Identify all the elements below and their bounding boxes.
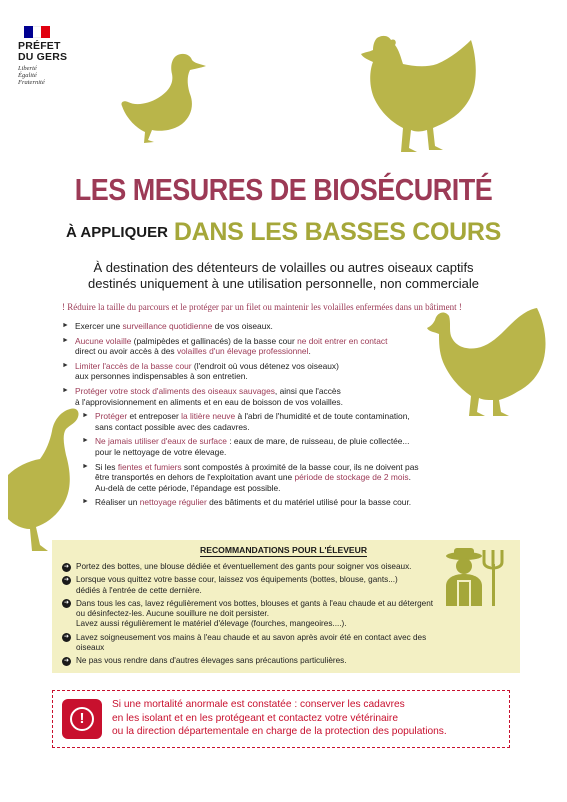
- warning-text: ! Réduire la taille du parcours et le protéger par un filet ou maintenir les volailles enfermées dans un bâtiment !: [62, 302, 462, 312]
- bullet-arrow-icon: ►: [82, 437, 89, 445]
- bullet-arrow-icon: ►: [62, 322, 69, 329]
- measures-list: [62, 321, 462, 512]
- list-item: ➜ Lorsque vous quittez votre basse cour, laissez vos équipements (bottes, blouse, gants...) dédiés à l'entrée de cette dernière.: [63, 575, 398, 595]
- main-title: LES MESURES DE BIOSÉCURITÉ: [74, 173, 493, 207]
- alert-line-3: ou la direction départementale en charge de la protection des populations.: [112, 726, 447, 737]
- title-prefix: À APPLIQUER: [65, 224, 168, 241]
- bullet-arrow-icon: ►: [62, 386, 69, 394]
- exclamation-icon: !: [62, 699, 102, 739]
- motto-fraternite: Fraternité: [18, 79, 45, 87]
- alert-line-1: Si une mortalité anormale est constatée : conserver les cadavres: [112, 699, 405, 710]
- logo-line-2: DU GERS: [18, 51, 68, 63]
- list-item: ➜ Lavez soigneusement vos mains à l'eau chaude et au savon après avoir été en contact avec des oiseaux: [63, 632, 427, 653]
- farmer-with-pitchfork-icon: [440, 546, 512, 613]
- bullet-arrow-icon: ➜: [63, 576, 70, 583]
- prefecture-logo: [18, 26, 88, 87]
- list-item: ► Exercer une surveillance quotidienne de vos oiseaux.: [62, 321, 273, 331]
- subtitle: [40, 260, 527, 292]
- logo-line-1: PRÉFET: [18, 40, 61, 52]
- motto-egalite: Égalité: [18, 72, 37, 80]
- alert-text: [112, 698, 507, 739]
- sub-title: [0, 218, 567, 247]
- french-flag-icon: [24, 26, 50, 38]
- list-item: ► Ne jamais utiliser d'eaux de surface : eaux de mare, de ruisseau, de pluie collectée... pour le nettoyage de votre élevage.: [82, 436, 410, 457]
- bullet-arrow-icon: ►: [82, 462, 89, 470]
- bullet-arrow-icon: ➜: [63, 563, 70, 570]
- list-item: ► Réaliser un nettoyage régulier des bâtiments et du matériel utilisé pour la basse cour.: [82, 497, 412, 508]
- bullet-arrow-icon: ➜: [63, 634, 70, 641]
- bullet-arrow-icon: ►: [62, 361, 69, 369]
- list-item: ➜ Portez des bottes, une blouse dédiée et éventuellement des gants pour soigner vos oiseaux.: [63, 562, 412, 571]
- recommendations-list: [62, 562, 447, 670]
- bullet-arrow-icon: ➜: [63, 600, 70, 607]
- hen-icon: [355, 32, 485, 157]
- motto-liberte: Liberté: [18, 65, 37, 72]
- bullet-arrow-icon: ►: [82, 498, 89, 506]
- list-item: ► Protéger votre stock d'aliments des oiseaux sauvages, ainsi que l'accès à l'approvisionnement en aliments et en eau de boisson de vos volailles.: [62, 385, 343, 407]
- bullet-arrow-icon: ►: [62, 336, 69, 344]
- list-item: ► Aucune volaille (palmipèdes et gallinacés) de la basse cour ne doit entrer en contact direct ou avoir accès à des volailles d'un élevage professionnel.: [62, 335, 388, 357]
- list-item: ➜ Ne pas vous rendre dans d'autres élevages sans précautions particulières.: [63, 656, 347, 666]
- list-item: ► Limiter l'accès de la basse cour (l'endroit où vous détenez vos oiseaux) aux personnes indispensables à son entretien.: [62, 360, 339, 382]
- duck-icon: [118, 48, 210, 148]
- bullet-arrow-icon: ➜: [63, 657, 70, 664]
- bullet-arrow-icon: ►: [82, 412, 89, 420]
- recommendations-title: RECOMMANDATIONS POUR L'ÉLEVEUR: [200, 545, 368, 555]
- list-item: ➜ Dans tous les cas, lavez régulièrement vos bottes, blouses et gants à l'eau chaude et au détergent ou désinfectez-les. Aucune souillure ne doit persister. Lavez aussi régulièrement le matériel d'élevage (fourches, mangeoires....).: [63, 598, 434, 629]
- title-highlight: DANS LES BASSES COURS: [173, 218, 502, 246]
- subtitle-line-2: destinés uniquement à une utilisation personnelle, non commerciale: [88, 276, 479, 291]
- list-item: ► Protéger et entreposer la litière neuve à l'abri de l'humidité et de toute contamination, sans contact possible avec des cadavres.: [82, 411, 410, 432]
- alert-line-2: en les isolant et en les protégeant et contactez votre vétérinaire: [112, 712, 398, 724]
- list-item: ► Si les fientes et fumiers sont compostés à proximité de la basse cour, ils ne doivent pas être transportés en dehors de l'exploitation avant une période de stockage de 2 mois. Au-delà de cette période, l'épandage est possible.: [82, 461, 419, 493]
- subtitle-line-1: À destination des détenteurs de volailles ou autres oiseaux captifs: [93, 260, 474, 275]
